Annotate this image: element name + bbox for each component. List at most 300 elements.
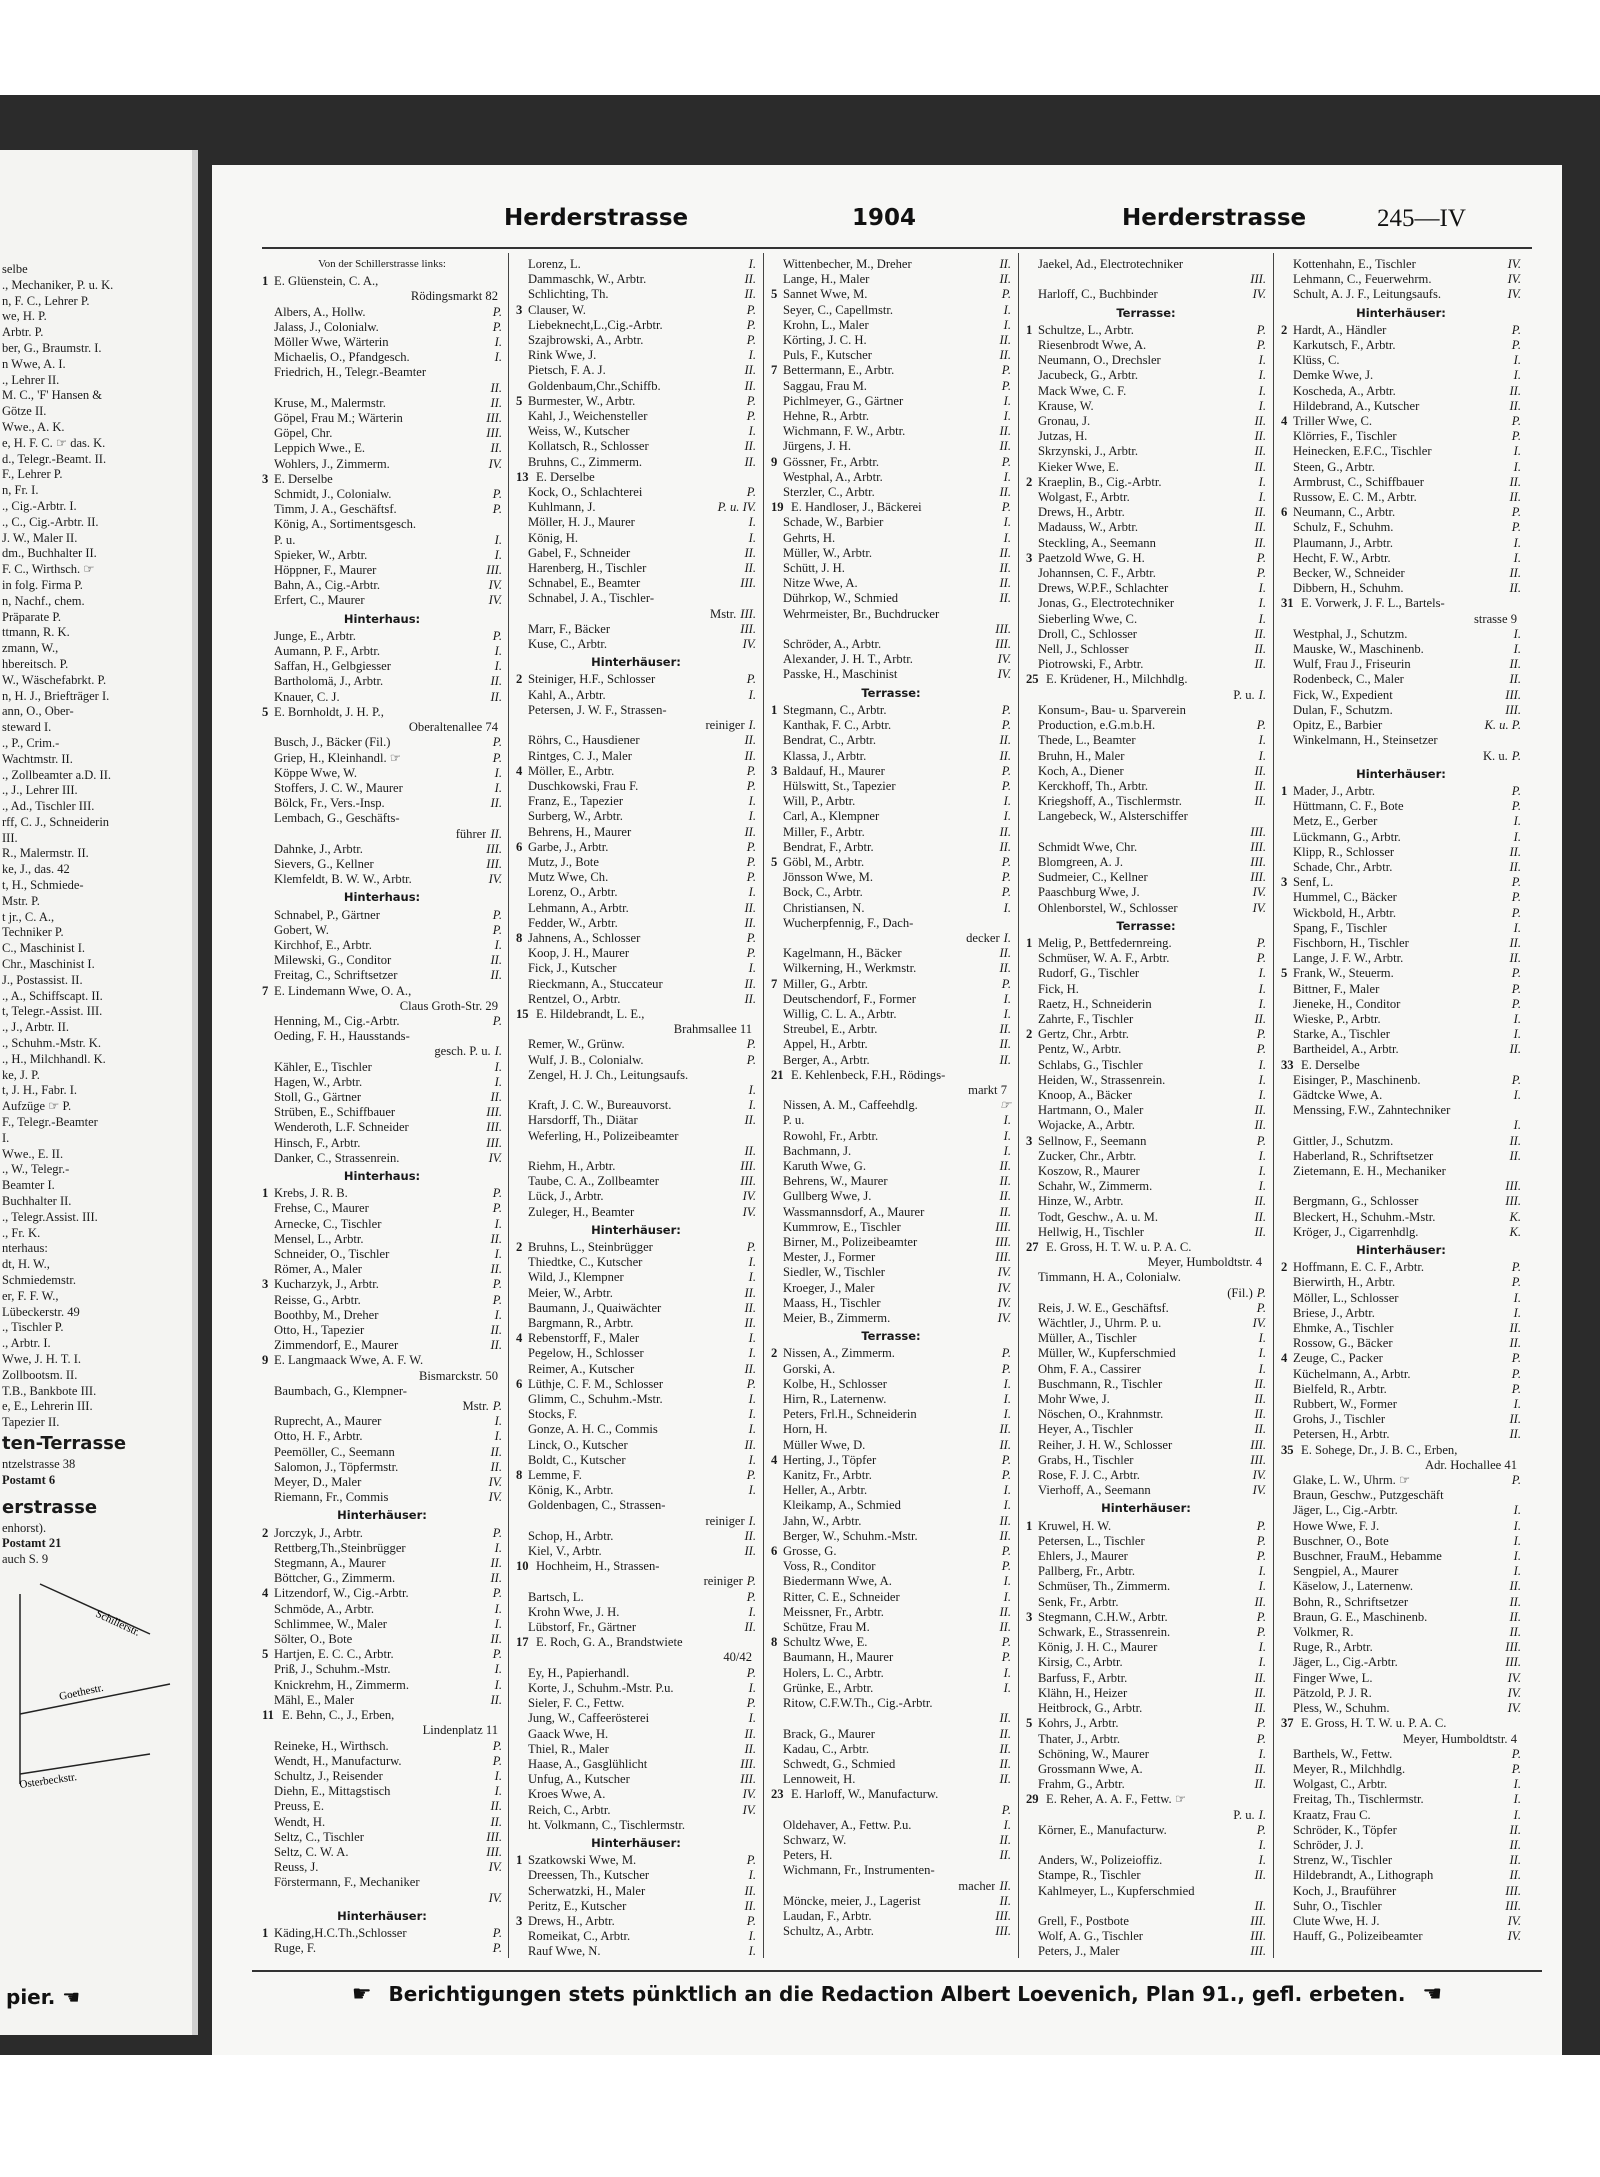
floor-code: I. — [1258, 1564, 1266, 1579]
resident-entry — [771, 1098, 1011, 1113]
floor-code: I. — [748, 1422, 756, 1437]
resident-name: Sieberling Wwe, C. — [1038, 611, 1138, 626]
resident-entry — [1026, 1362, 1266, 1377]
resident-name: Steen, G., Arbtr. — [1293, 459, 1375, 474]
floor-code: II. — [744, 1528, 756, 1543]
floor-code: IV. — [1507, 1685, 1521, 1700]
floor-code: I. — [1003, 809, 1011, 824]
house-number — [516, 779, 528, 794]
resident-entry — [771, 287, 1011, 302]
resident-entry — [262, 644, 502, 659]
resident-entry — [516, 1144, 756, 1159]
resident-name: Harloff, C., Buchbinder — [1038, 287, 1158, 302]
resident-entry — [1026, 627, 1266, 642]
resident-name: Senk, Fr., Arbtr. — [1038, 1594, 1119, 1609]
resident-name: Berger, W., Schuhm.-Mstr. — [783, 1528, 918, 1543]
resident-name: Todt, Geschw., A. u. M. — [1038, 1209, 1159, 1224]
resident-name: Johannsen, C. F., Arbtr. — [1038, 566, 1156, 581]
house-number: 35 — [1281, 1442, 1294, 1457]
floor-code: II. — [1254, 535, 1266, 550]
resident-entry — [516, 1914, 756, 1929]
house-number — [1026, 1564, 1038, 1579]
resident-name: Mstr. — [710, 606, 737, 621]
header-year: 1904 — [852, 205, 917, 231]
left-street-post: Postamt 21 — [2, 1536, 62, 1551]
resident-entry — [1281, 1073, 1521, 1088]
house-number — [516, 1174, 528, 1189]
resident-entry — [771, 1159, 1011, 1174]
resident-name: Herting, J., Töpfer — [783, 1452, 877, 1467]
resident-name: Aumann, P. F., Arbtr. — [274, 644, 381, 659]
left-page-line: Arbtr. P. — [2, 325, 44, 340]
resident-name: E. Gross, H. T. W. u. P. A. C. — [1046, 1240, 1192, 1254]
floor-code: II. — [1254, 778, 1266, 793]
resident-entry — [1281, 830, 1521, 845]
resident-entry — [1026, 323, 1266, 338]
resident-name: Kerckhoff, Th., Arbtr. — [1038, 778, 1149, 793]
resident-name: Wichmann, Fr., Instrumenten- — [783, 1863, 935, 1878]
house-number — [516, 1605, 528, 1620]
house-number — [1281, 1534, 1293, 1549]
resident-entry — [771, 1803, 1011, 1818]
floor-code: P. — [1001, 1361, 1011, 1376]
resident-name: Rödingsmarkt 82 — [410, 289, 498, 304]
resident-name: Jorczyk, J., Arbtr. — [274, 1525, 363, 1540]
house-number — [1026, 581, 1038, 596]
resident-name: Frank, W., Steuerm. — [1293, 966, 1394, 981]
resident-name: König, K., Arbtr. — [528, 1483, 614, 1498]
floor-code: II. — [744, 454, 756, 469]
house-number: 4 — [262, 1586, 269, 1601]
resident-name: Schütze, Frau M. — [783, 1620, 870, 1635]
floor-code: II. — [1254, 459, 1266, 474]
resident-entry — [771, 809, 1011, 824]
floor-code: I. — [1258, 1148, 1266, 1163]
house-number — [262, 1769, 274, 1784]
resident-name: Grohs, J., Tischler — [1293, 1412, 1386, 1427]
resident-entry — [1026, 1438, 1266, 1453]
floor-code: II. — [999, 1528, 1011, 1543]
resident-entry — [771, 1362, 1011, 1377]
house-number — [771, 1098, 783, 1113]
floor-code: III. — [1505, 1194, 1521, 1209]
resident-entry — [262, 629, 502, 644]
floor-code: P. — [1511, 875, 1521, 890]
left-page-lines — [0, 150, 192, 1431]
resident-entry — [1281, 1762, 1521, 1777]
resident-name: Kanitz, Fr., Arbtr. — [783, 1468, 872, 1483]
resident-entry — [771, 272, 1011, 287]
resident-entry — [516, 1346, 756, 1361]
resident-name: Ey, H., Papierhandl. — [528, 1665, 630, 1680]
resident-name: Friedrich, H., Telegr.-Beamter — [274, 365, 427, 380]
street-map — [0, 1574, 190, 1794]
house-number — [262, 1693, 274, 1708]
house-number — [1281, 1549, 1293, 1564]
floor-code: I. — [494, 1784, 502, 1799]
resident-name: Koch, J., Brauführer — [1293, 1883, 1397, 1898]
resident-entry — [1026, 1610, 1266, 1625]
house-number — [771, 576, 783, 591]
floor-code: II. — [1509, 1609, 1521, 1624]
house-number — [516, 946, 528, 961]
resident-name: Kollatsch, R., Schlosser — [528, 439, 649, 454]
floor-code: I. — [494, 765, 502, 780]
section-heading: Terrasse: — [1116, 918, 1176, 933]
floor-code: P. — [746, 409, 756, 424]
resident-name: Menssing, F.W., Zahntechniker — [1293, 1103, 1451, 1118]
resident-entry — [1026, 870, 1266, 885]
resident-entry — [771, 1037, 1011, 1052]
section-heading: Hinterhäuser: — [1101, 1501, 1191, 1516]
resident-name: Jahnens, A., Schlosser — [528, 930, 641, 945]
resident-name: Kahlmeyer, L., Kupferschmied — [1038, 1883, 1195, 1898]
floor-code: P. — [492, 628, 502, 643]
house-number — [262, 1602, 274, 1617]
resident-entry — [262, 1429, 502, 1444]
house-number — [1281, 688, 1293, 703]
resident-entry — [262, 766, 502, 781]
resident-name: Reich, C., Arbtr. — [528, 1802, 611, 1817]
resident-entry — [1026, 1179, 1266, 1194]
resident-entry — [1281, 566, 1521, 581]
floor-code: I. — [1513, 1503, 1521, 1518]
resident-name: Piotrowski, F., Arbtr. — [1038, 657, 1144, 672]
floor-code: P. — [746, 870, 756, 885]
resident-entry — [1026, 1868, 1266, 1883]
resident-name: Schröder, J. J. — [1293, 1837, 1364, 1852]
resident-entry — [1026, 1944, 1266, 1959]
resident-entry — [262, 563, 502, 578]
house-number: 13 — [516, 469, 529, 484]
resident-entry — [1026, 384, 1266, 399]
floor-code: P. — [1511, 799, 1521, 814]
resident-name: Schulz, F., Schuhm. — [1293, 520, 1394, 535]
floor-code: IV. — [1252, 1468, 1266, 1483]
house-number — [1281, 1382, 1293, 1397]
resident-entry — [516, 1453, 756, 1468]
floor-code: II. — [744, 1741, 756, 1756]
resident-name: Meyer, Humboldtstr. 4 — [1147, 1255, 1262, 1270]
resident-name: Pallberg, Fr., Arbtr. — [1038, 1564, 1136, 1579]
floor-code: II. — [490, 1459, 502, 1474]
resident-name: Boothby, M., Dreher — [274, 1307, 379, 1322]
resident-name: Meier, W., Arbtr. — [528, 1285, 613, 1300]
floor-code: II. — [744, 1898, 756, 1913]
resident-entry — [1281, 1088, 1521, 1103]
house-number — [1026, 718, 1038, 733]
resident-name: Hummel, C., Bäcker — [1293, 890, 1397, 905]
resident-entry — [1026, 1671, 1266, 1686]
floor-code: III. — [995, 1219, 1011, 1234]
house-number — [771, 1296, 783, 1311]
house-number — [1281, 703, 1293, 718]
house-number — [516, 546, 528, 561]
floor-code: P. — [492, 1277, 502, 1292]
house-number — [262, 578, 274, 593]
resident-name: Oberaltenallee 74 — [408, 720, 498, 735]
floor-code: I. — [1003, 393, 1011, 408]
left-page-line: selbe — [2, 262, 28, 276]
resident-entry — [262, 938, 502, 953]
resident-name: E. Harloff, W., Manufacturw. — [791, 1787, 939, 1802]
house-number — [1281, 814, 1293, 829]
house-number — [1026, 399, 1038, 414]
house-number — [262, 533, 274, 548]
resident-entry — [262, 1678, 502, 1693]
resident-name: Finger Wwe, L. — [1293, 1670, 1373, 1685]
resident-entry — [1281, 718, 1521, 733]
floor-code: I. — [1258, 1179, 1266, 1194]
resident-entry — [516, 1422, 756, 1437]
house-number — [516, 1422, 528, 1437]
house-number — [1026, 657, 1038, 672]
resident-entry — [516, 1929, 756, 1944]
floor-code: I. — [494, 1044, 502, 1059]
resident-entry — [262, 968, 502, 983]
house-number — [262, 548, 274, 563]
house-number — [771, 1281, 783, 1296]
house-number — [1281, 1336, 1293, 1351]
house-number — [1281, 551, 1293, 566]
resident-entry — [771, 977, 1011, 992]
house-number — [1281, 257, 1293, 272]
resident-name: Droll, C., Schlosser — [1038, 626, 1137, 641]
resident-name: Oldehaver, A., Fettw. P.u. — [783, 1817, 912, 1832]
resident-entry — [262, 1586, 502, 1601]
floor-code: P. — [1511, 748, 1521, 763]
floor-code: I. — [494, 532, 502, 547]
floor-code: P. — [492, 1586, 502, 1601]
floor-code: P. — [1001, 870, 1011, 885]
house-number — [771, 1113, 783, 1128]
house-number: 31 — [1281, 596, 1294, 611]
resident-name: Pichlmeyer, G., Gärtner — [783, 393, 904, 408]
house-number: 7 — [771, 976, 778, 991]
house-number — [1026, 627, 1038, 642]
house-number — [262, 751, 274, 766]
house-number: 21 — [771, 1067, 784, 1082]
resident-name: Hoffmann, E. C. F., Arbtr. — [1293, 1260, 1424, 1275]
resident-entry — [771, 1453, 1011, 1468]
house-number: 5 — [1026, 1716, 1033, 1731]
left-page-line: ., Mechaniker, P. u. K. — [2, 277, 114, 292]
resident-entry — [516, 333, 756, 348]
resident-entry — [771, 637, 1011, 652]
floor-code: II. — [744, 1300, 756, 1315]
resident-entry — [262, 1784, 502, 1799]
pointing-hand-left-icon: ☛ — [351, 1982, 372, 2007]
resident-entry — [771, 1727, 1011, 1742]
resident-entry — [262, 674, 502, 689]
resident-name: Kohrs, J., Arbtr. — [1038, 1716, 1119, 1731]
resident-name: Albers, A., Hollw. — [274, 304, 366, 319]
floor-code: P. — [492, 750, 502, 765]
resident-name: Hagen, W., Arbtr. — [274, 1074, 363, 1089]
resident-name: gesch. P. u. — [434, 1044, 491, 1059]
resident-entry — [516, 1240, 756, 1255]
resident-entry — [1026, 779, 1266, 794]
house-number — [516, 1498, 528, 1513]
resident-entry — [262, 1632, 502, 1647]
floor-code: III. — [1250, 824, 1266, 839]
left-page-line: ann, O., Ober- — [2, 704, 74, 719]
house-number — [1026, 1671, 1038, 1686]
map-label-schillerstr: Schillerstr. — [93, 1607, 142, 1639]
resident-name: Wulf, Frau J., Friseurin — [1293, 657, 1411, 672]
resident-name: Stocks, F. — [528, 1407, 578, 1422]
floor-code: I. — [494, 1677, 502, 1692]
floor-code: P. — [1511, 1275, 1521, 1290]
resident-name: Grosse, G. — [783, 1544, 837, 1559]
floor-code: I. — [748, 1331, 756, 1346]
floor-code: P. — [746, 1574, 756, 1589]
resident-entry — [1026, 1194, 1266, 1209]
resident-name: Gullberg Wwe, J. — [783, 1189, 872, 1204]
resident-entry — [516, 607, 756, 622]
house-number — [262, 563, 274, 578]
house-number — [1026, 1823, 1038, 1838]
resident-entry — [1281, 1853, 1521, 1868]
resident-entry — [1026, 885, 1266, 900]
left-page-line: ., W., Telegr.- — [2, 1162, 70, 1177]
house-number — [771, 1265, 783, 1280]
floor-code: IV. — [1507, 1670, 1521, 1685]
resident-entry — [1281, 1027, 1521, 1042]
resident-entry — [771, 318, 1011, 333]
floor-code: P. — [746, 854, 756, 869]
floor-code: I. — [1003, 1113, 1011, 1128]
floor-code: I. — [1513, 1027, 1521, 1042]
floor-code: II. — [490, 380, 502, 395]
resident-entry — [1281, 1503, 1521, 1518]
resident-entry — [262, 1293, 502, 1308]
left-page-line: t, H., Schmiede- — [2, 878, 84, 893]
floor-code: P. — [1511, 429, 1521, 444]
resident-entry — [516, 1083, 756, 1098]
house-number — [771, 1498, 783, 1513]
resident-entry — [516, 1498, 756, 1513]
resident-name: Freitag, Th., Tischlermstr. — [1293, 1792, 1424, 1807]
house-number — [771, 1666, 783, 1681]
resident-entry — [262, 1262, 502, 1277]
house-number — [771, 1007, 783, 1022]
resident-entry — [1026, 1625, 1266, 1640]
resident-name: Korte, J., Schuhm.-Mstr. P.u. — [528, 1680, 674, 1695]
floor-code: IV. — [488, 1890, 502, 1905]
resident-entry — [262, 1044, 502, 1059]
resident-entry — [771, 901, 1011, 916]
resident-entry — [771, 1007, 1011, 1022]
floor-code: III. — [486, 1120, 502, 1135]
resident-entry — [1026, 966, 1266, 981]
left-page-line: Schmiedemstr. — [2, 1273, 76, 1287]
house-number — [771, 718, 783, 733]
house-number — [262, 1875, 274, 1890]
house-number — [516, 1113, 528, 1128]
house-number — [771, 1022, 783, 1037]
resident-entry — [771, 485, 1011, 500]
resident-name: Bruhns, C., Zimmerm. — [528, 454, 643, 469]
resident-name: Nöschen, O., Krahnmstr. — [1038, 1407, 1164, 1422]
floor-code: II. — [490, 826, 502, 841]
house-number — [1026, 1732, 1038, 1747]
left-page-line: in folg. Firma P. — [2, 577, 83, 592]
house-number — [262, 766, 274, 781]
floor-code: I. — [748, 515, 756, 530]
house-number — [516, 439, 528, 454]
resident-name: Melig, P., Bettfedernreing. — [1038, 935, 1172, 950]
resident-name: Bölck, Fr., Vers.-Insp. — [274, 796, 385, 811]
house-number — [262, 1247, 274, 1262]
resident-entry — [771, 455, 1011, 470]
resident-entry — [516, 1620, 756, 1635]
header-rule — [262, 247, 1532, 249]
resident-name: Lorenz, O., Arbtr. — [528, 885, 618, 900]
resident-entry — [516, 1696, 756, 1711]
resident-entry — [516, 931, 756, 946]
resident-name: Mack Wwe, C. F. — [1038, 383, 1127, 398]
resident-name: Buschmann, R., Tischler — [1038, 1376, 1163, 1391]
resident-name: Ritow, C.F.W.Th., Cig.-Arbtr. — [783, 1696, 933, 1711]
resident-name: Kroeger, J., Maler — [783, 1280, 875, 1295]
resident-entry — [1026, 1407, 1266, 1422]
floor-code: II. — [999, 1832, 1011, 1847]
floor-code: I. — [1258, 1361, 1266, 1376]
resident-name: E. Derselbe — [536, 469, 595, 484]
resident-name: Kieker Wwe, E. — [1038, 459, 1119, 474]
floor-code: I. — [1513, 814, 1521, 829]
resident-entry — [516, 1316, 756, 1331]
floor-code: II. — [999, 1158, 1011, 1173]
floor-code: II. — [744, 733, 756, 748]
floor-code: II. — [1509, 1148, 1521, 1163]
left-page-line: ., Telegr.Assist. III. — [2, 1209, 98, 1224]
resident-entry — [1281, 1579, 1521, 1594]
house-number — [516, 1053, 528, 1068]
resident-entry — [1281, 1397, 1521, 1412]
resident-entry — [1281, 860, 1521, 875]
house-number — [1026, 1929, 1038, 1944]
resident-entry — [516, 546, 756, 561]
resident-entry — [516, 825, 756, 840]
resident-entry — [1026, 1073, 1266, 1088]
floor-code: I. — [494, 644, 502, 659]
floor-code: I. — [494, 1059, 502, 1074]
house-number — [516, 855, 528, 870]
floor-code: P. — [1001, 702, 1011, 717]
resident-entry — [1026, 414, 1266, 429]
floor-code: I. — [1003, 1483, 1011, 1498]
resident-entry — [262, 1769, 502, 1784]
house-number — [771, 961, 783, 976]
resident-name: E. Handloser, J., Bäckerei — [791, 500, 922, 515]
resident-entry — [262, 1232, 502, 1247]
floor-code: IV. — [742, 1204, 756, 1219]
floor-code: I. — [748, 687, 756, 702]
house-number — [1026, 855, 1038, 870]
house-number — [262, 1090, 274, 1105]
resident-name: Opitz, E., Barbier — [1293, 718, 1383, 733]
floor-code: IV. — [488, 1860, 502, 1875]
floor-code: I. — [1258, 748, 1266, 763]
house-number — [1281, 1012, 1293, 1027]
resident-entry — [516, 1392, 756, 1407]
resident-name: Ohlenborstel, W., Schlosser — [1038, 900, 1178, 915]
resident-entry — [516, 1255, 756, 1270]
resident-entry — [516, 363, 756, 378]
floor-code: II. — [999, 824, 1011, 839]
